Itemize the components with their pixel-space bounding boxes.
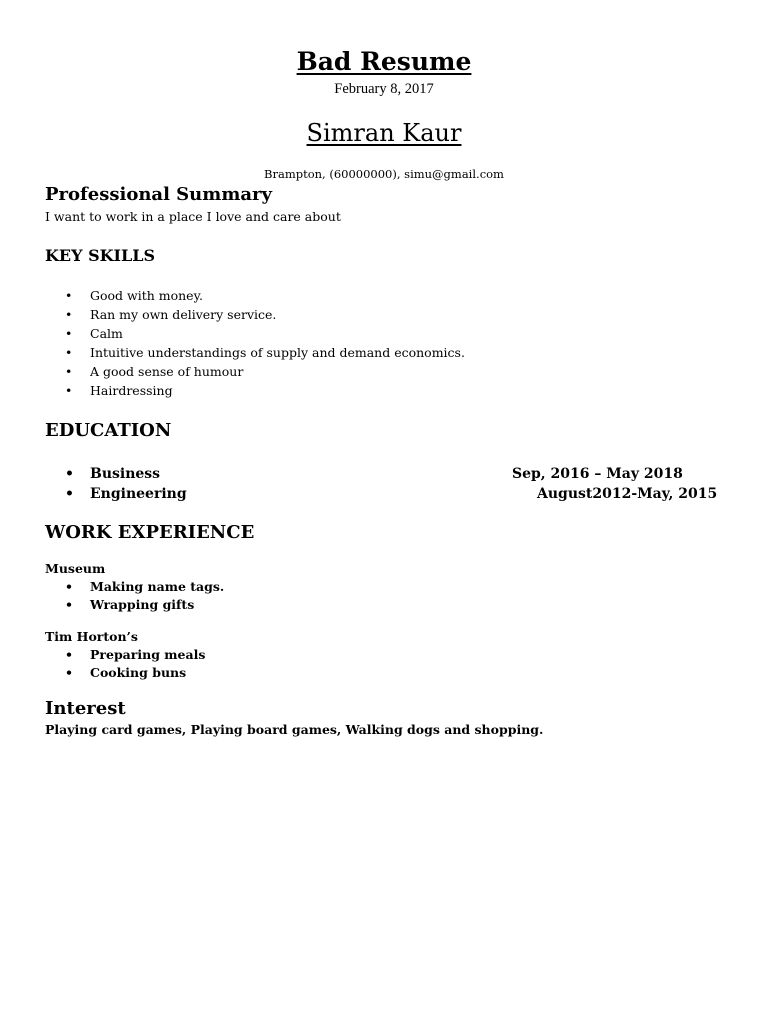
work-heading: WORK EXPERIENCE	[45, 522, 255, 543]
duty-item: • Cooking buns	[65, 665, 187, 680]
interest-text: Playing card games, Playing board games, Walking dogs and shopping.	[45, 722, 544, 737]
skills-heading: KEY SKILLS	[45, 246, 156, 265]
education-item: • Business	[65, 466, 161, 482]
employer-name: Museum	[45, 561, 106, 576]
education-dates: August2012-May, 2015	[537, 486, 718, 502]
skill-item: • Intuitive understandings of supply and demand economics.	[65, 345, 465, 360]
education-item: • Engineering	[65, 486, 187, 502]
summary-heading: Professional Summary	[45, 184, 272, 205]
skill-item: • Calm	[65, 326, 123, 341]
skill-item: • Ran my own delivery service.	[65, 307, 277, 322]
skill-item: • Good with money.	[65, 288, 203, 303]
employer-name: Tim Horton’s	[45, 629, 138, 644]
duty-item: • Making name tags.	[65, 579, 225, 594]
contact-info: Brampton, (60000000), simu@gmail.com	[264, 167, 504, 181]
interest-heading: Interest	[45, 698, 126, 719]
skill-item: • A good sense of humour	[65, 364, 244, 379]
document-date: February 8, 2017	[334, 81, 434, 97]
candidate-name: Simran Kaur	[306, 119, 462, 147]
skill-item: • Hairdressing	[65, 383, 173, 398]
education-dates: Sep, 2016 – May 2018	[512, 466, 683, 482]
duty-item: • Preparing meals	[65, 647, 206, 662]
summary-text: I want to work in a place I love and care about	[45, 209, 341, 224]
education-heading: EDUCATION	[45, 420, 172, 441]
duty-item: • Wrapping gifts	[65, 597, 195, 612]
document-title: Bad Resume	[296, 47, 472, 76]
